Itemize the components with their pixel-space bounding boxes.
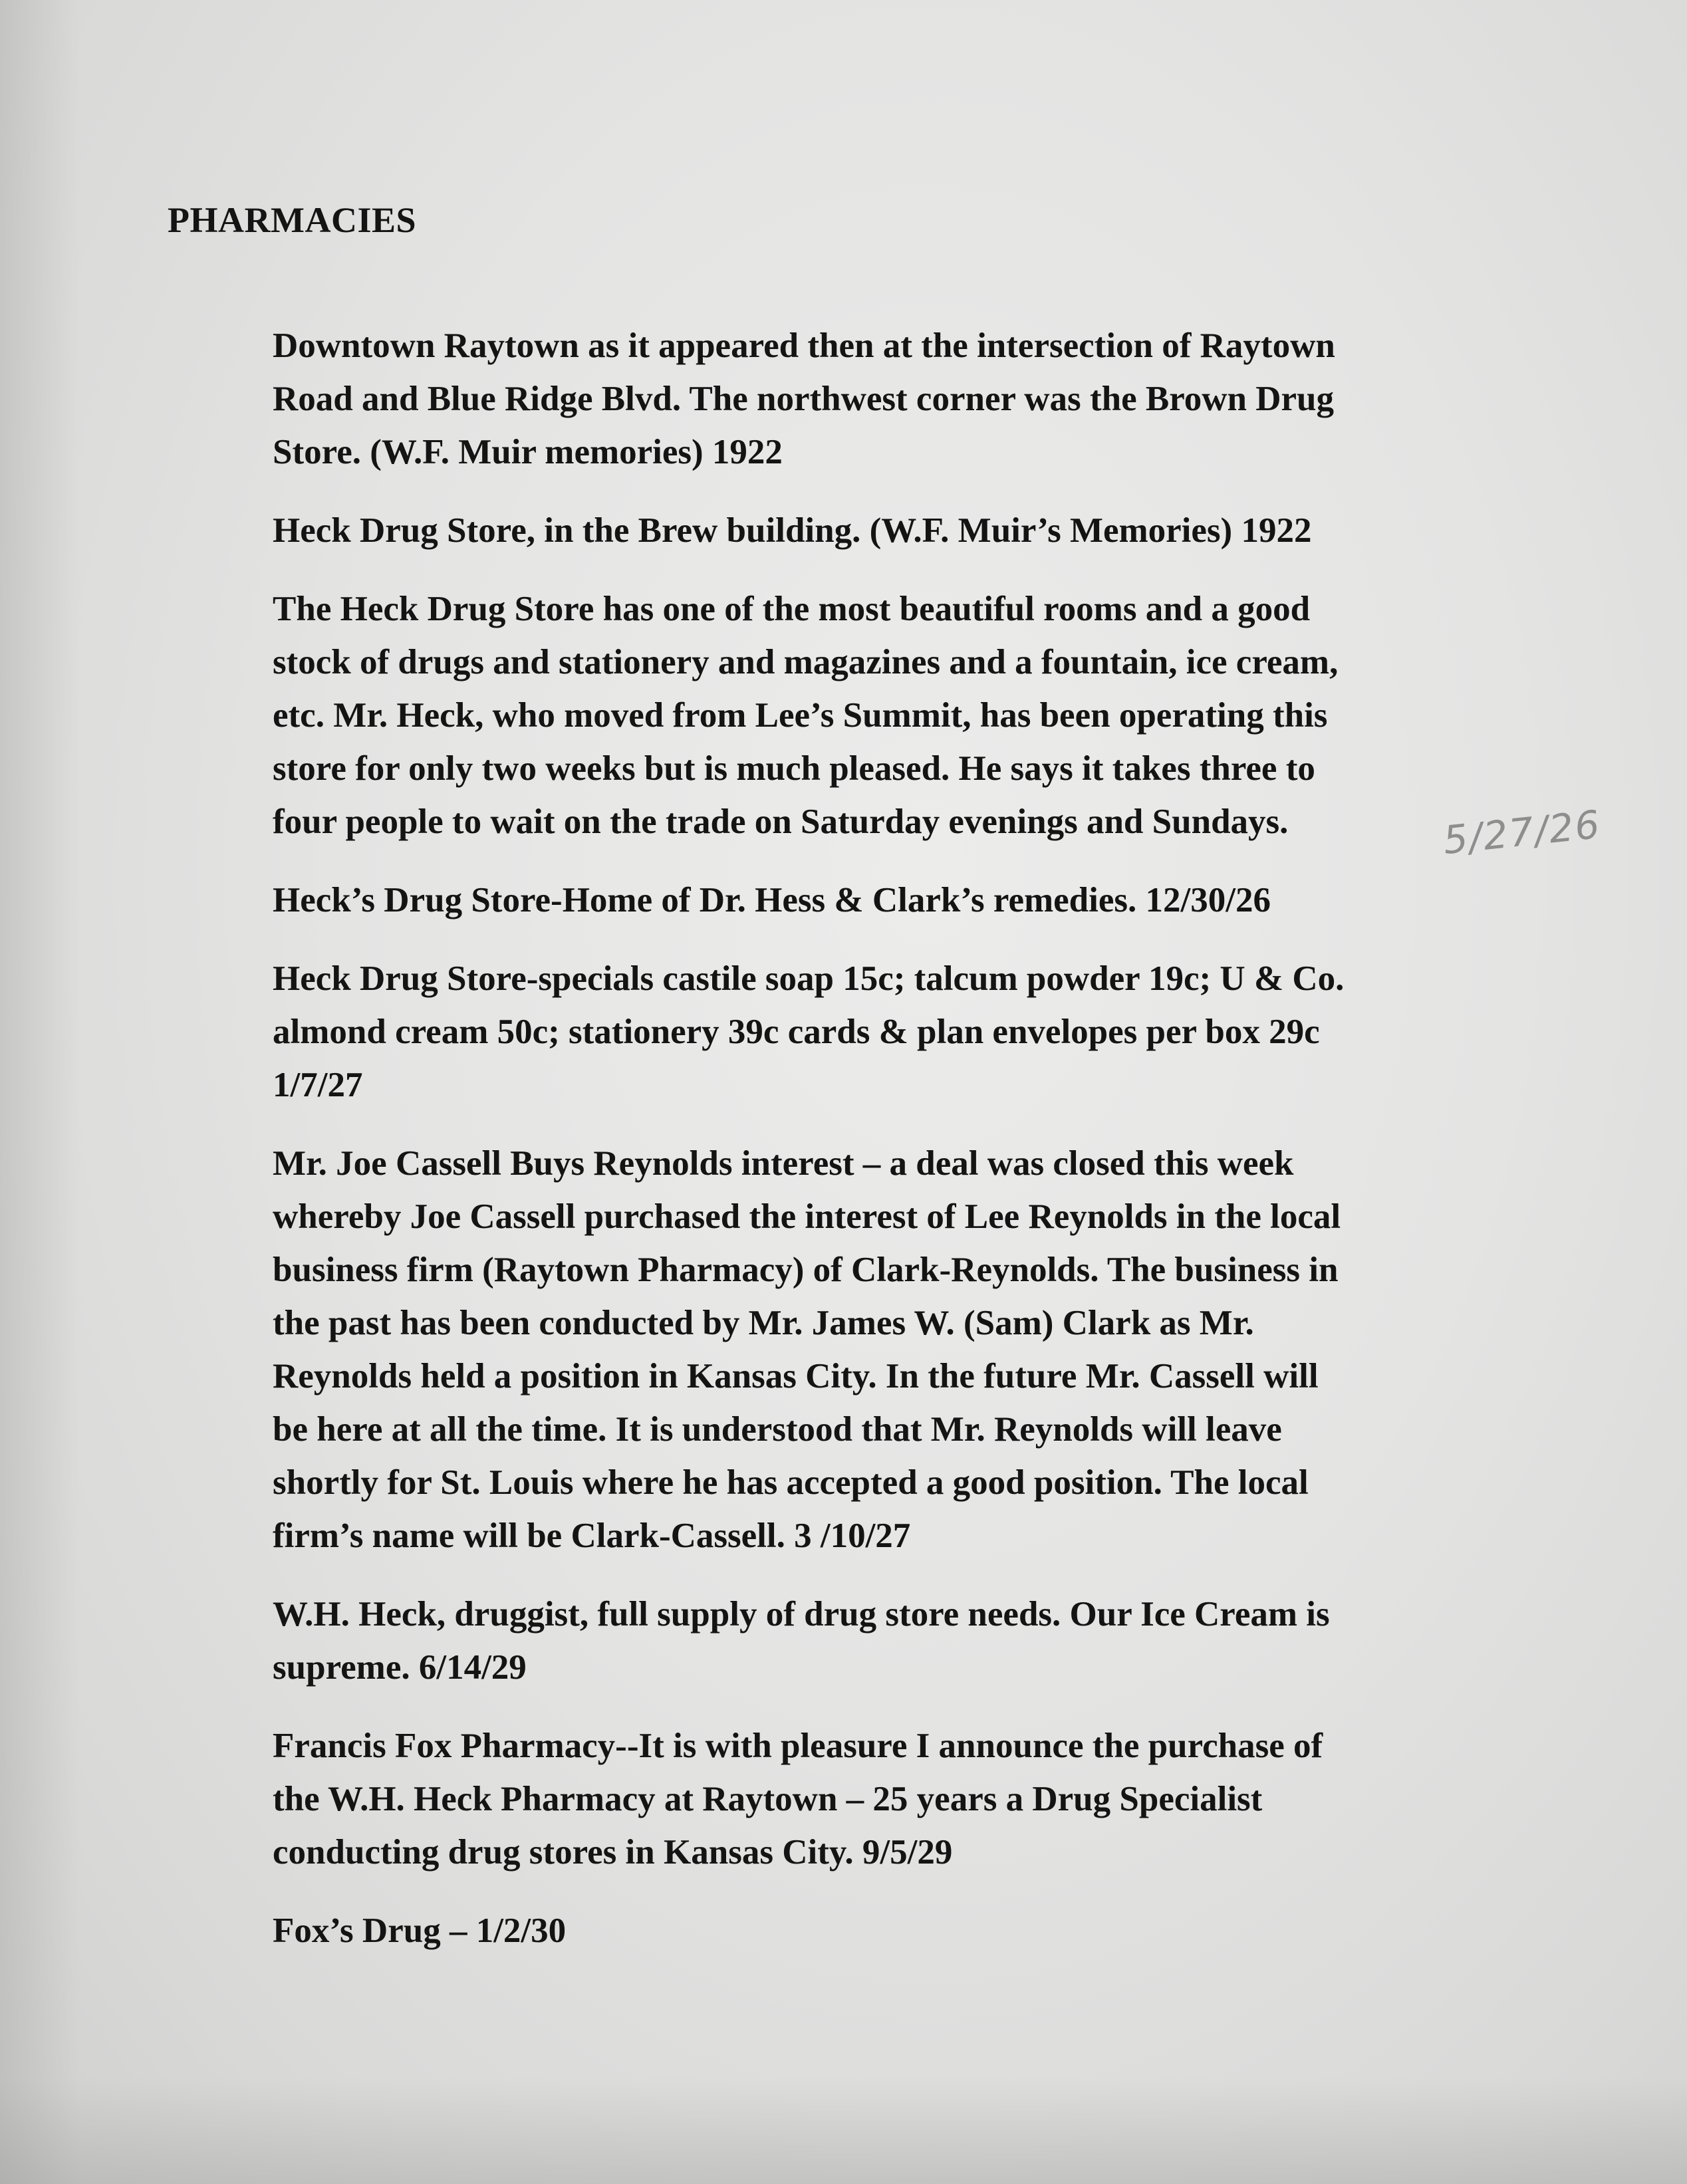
entry-downtown-raytown bbox=[273, 319, 1523, 479]
text-line: the W.H. Heck Pharmacy at Raytown – 25 years a Drug Specialist bbox=[273, 1780, 1263, 1818]
text-line: firm’s name will be Clark-Cassell. 3 /10/27 bbox=[273, 1517, 911, 1555]
text-line: four people to wait on the trade on Saturday evenings and Sundays. bbox=[273, 802, 1289, 841]
page-shadow-left bbox=[0, 0, 80, 2184]
text-line: Road and Blue Ridge Blvd. The northwest corner was the Brown Drug bbox=[273, 380, 1335, 418]
text-line: Reynolds held a position in Kansas City. In the future Mr. Cassell will bbox=[273, 1357, 1319, 1395]
entry-heck-druggist bbox=[273, 1588, 1523, 1694]
text-line: Heck’s Drug Store-Home of Dr. Hess & Clark’s remedies. 12/30/26 bbox=[273, 881, 1271, 919]
entry-heck-brew-building bbox=[273, 504, 1523, 557]
text-line: Francis Fox Pharmacy--It is with pleasure I announce the purchase of bbox=[273, 1727, 1323, 1765]
text-line: be here at all the time. It is understood that Mr. Reynolds will leave bbox=[273, 1410, 1282, 1449]
page-shadow-bottom bbox=[0, 2078, 1687, 2184]
text-line: conducting drug stores in Kansas City. 9/5/29 bbox=[273, 1833, 953, 1872]
text-line: The Heck Drug Store has one of the most beautiful rooms and a good bbox=[273, 590, 1311, 628]
text-line: Mr. Joe Cassell Buys Reynolds interest – a deal was closed this week bbox=[273, 1144, 1294, 1183]
text-line: 1/7/27 bbox=[273, 1066, 363, 1104]
text-line: shortly for St. Louis where he has accepted a good position. The local bbox=[273, 1463, 1309, 1502]
text-line: Heck Drug Store-specials castile soap 15c; talcum powder 19c; U & Co. bbox=[273, 959, 1345, 998]
text-line: the past has been conducted by Mr. James W. (Sam) Clark as Mr. bbox=[273, 1304, 1254, 1342]
text-line: Store. (W.F. Muir memories) 1922 bbox=[273, 433, 783, 471]
text-line: supreme. 6/14/29 bbox=[273, 1648, 527, 1687]
text-line: Fox’s Drug – 1/2/30 bbox=[273, 1911, 567, 1950]
text-line: stock of drugs and stationery and magazines and a fountain, ice cream, bbox=[273, 643, 1339, 681]
text-line: Downtown Raytown as it appeared then at the intersection of Raytown bbox=[273, 326, 1335, 365]
entry-heck-specials bbox=[273, 952, 1523, 1112]
handwritten-date-note: 5/27/26 bbox=[1441, 801, 1603, 864]
page-heading: PHARMACIES bbox=[168, 200, 417, 240]
entry-heck-description bbox=[273, 582, 1523, 848]
entry-francis-fox-pharmacy bbox=[273, 1719, 1523, 1879]
text-line: store for only two weeks but is much pleased. He says it takes three to bbox=[273, 749, 1315, 788]
entry-cassell-buys-interest bbox=[273, 1137, 1523, 1562]
text-line: almond cream 50c; stationery 39c cards & plan envelopes per box 29c bbox=[273, 1013, 1320, 1051]
text-line: W.H. Heck, druggist, full supply of drug store needs. Our Ice Cream is bbox=[273, 1595, 1330, 1634]
entry-foxs-drug bbox=[273, 1904, 1523, 1957]
text-line: etc. Mr. Heck, who moved from Lee’s Summit, has been operating this bbox=[273, 696, 1328, 735]
text-line: business firm (Raytown Pharmacy) of Clark-Reynolds. The business in bbox=[273, 1251, 1339, 1289]
text-line: Heck Drug Store, in the Brew building. (W.F. Muir’s Memories) 1922 bbox=[273, 511, 1312, 550]
document-body bbox=[273, 319, 1523, 1983]
entry-heck-remedies bbox=[273, 874, 1523, 927]
text-line: whereby Joe Cassell purchased the interest of Lee Reynolds in the local bbox=[273, 1197, 1341, 1236]
